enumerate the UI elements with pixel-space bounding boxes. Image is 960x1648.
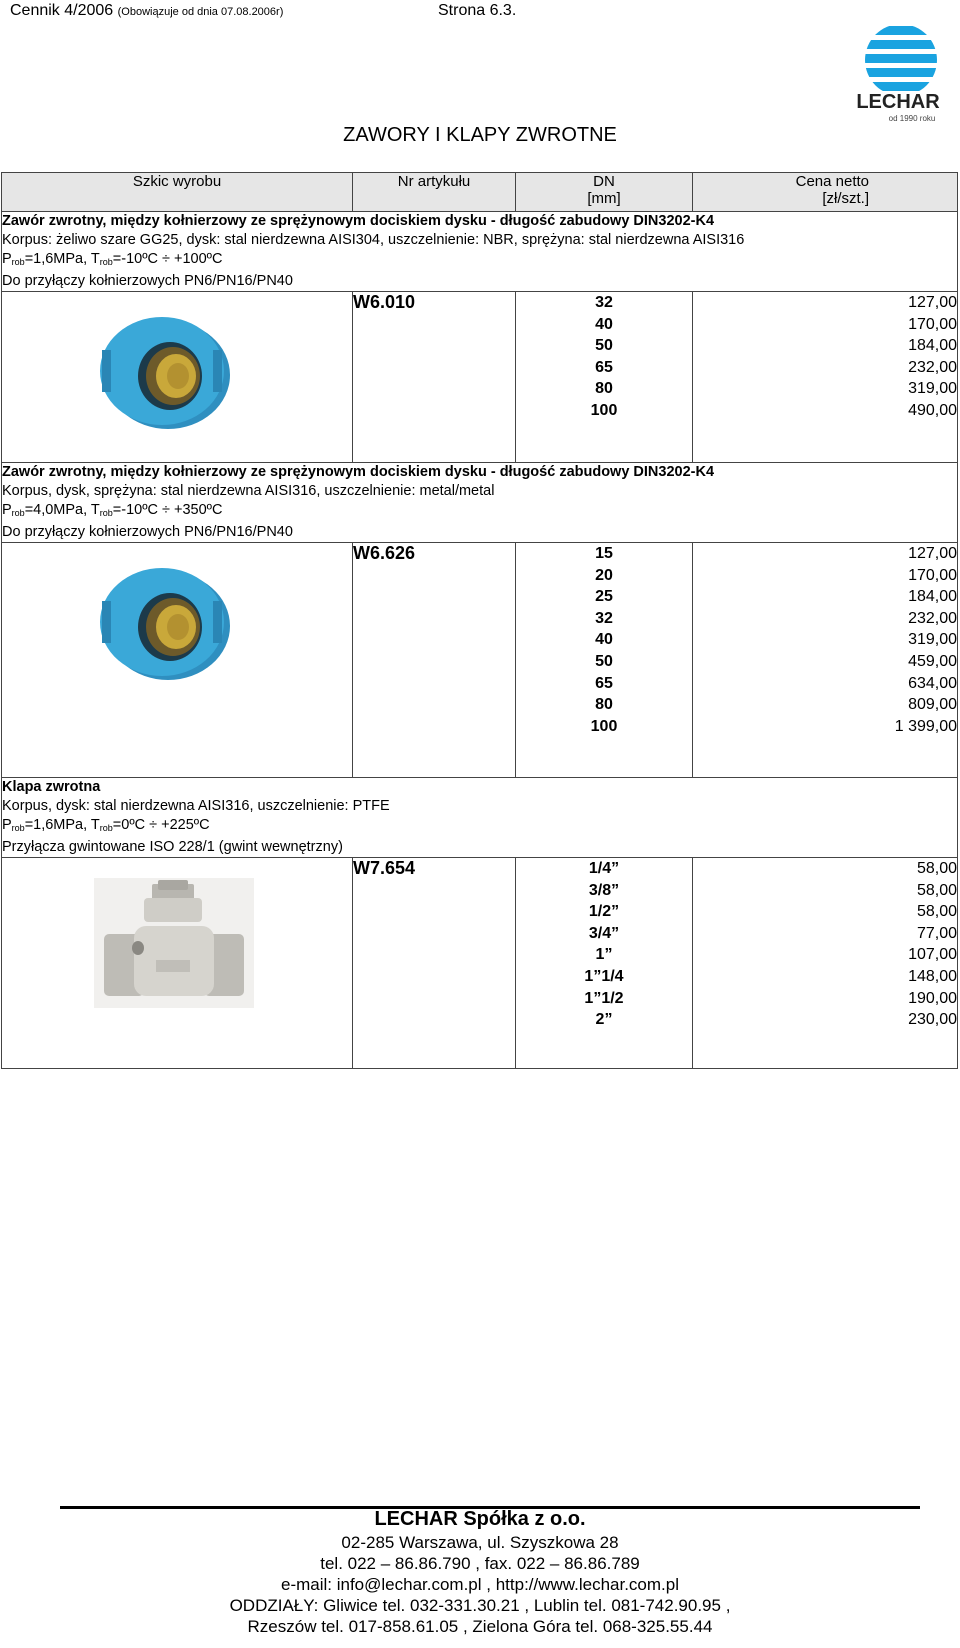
svg-text:od 1990 roku: od 1990 roku	[888, 114, 936, 123]
page-header	[10, 2, 517, 20]
company-phone: tel. 022 – 86.86.790 , fax. 022 – 86.86.789	[320, 1554, 640, 1573]
price-list: 127,00 170,00 184,00 232,00 319,00 490,00	[693, 292, 958, 463]
dn-list: 15 20 25 32 40 50 65 80 100	[516, 543, 693, 778]
article-number: W7.654	[353, 858, 516, 1069]
product-row	[2, 858, 958, 1069]
price-list: 58,00 58,00 58,00 77,00 107,00 148,00 190,00 230,00	[693, 858, 958, 1069]
section-title: Klapa zwrotna	[2, 779, 101, 795]
dn-list: 32 40 50 65 80 100	[516, 292, 693, 463]
product-sketch	[2, 858, 353, 1069]
validity-date: (Obowiązuje od dnia 07.08.2006r)	[117, 6, 284, 18]
company-name: LECHAR Spółka z o.o.	[374, 1508, 586, 1530]
lechar-logo	[845, 22, 951, 132]
section-description: Klapa zwrotna Korpus, dysk: stal nierdzewna AISI316, uszczelnienie: PTFE $P_{rob}=1,6MPa$, $T_{rob}=0ºC$ ÷ +225ºC Przyłącza gwintowane ISO 228/1 (gwint wewnętrzny)	[2, 778, 958, 858]
product-row	[2, 543, 958, 778]
catalog-name: Cennik 4/2006	[10, 2, 114, 19]
section-description: Zawór zwrotny, między kołnierzowy ze sprężynowym dociskiem dysku - długość zabudowy DIN3202-K4 Korpus, dysk, sprężyna: stal nierdzewna AISI316, uszczelnienie: metal/metal $P_{rob}=4,0MPa$, $T_{rob}=-10ºC$ ÷ +350ºC Do przyłączy kołnierzowych PN6/PN16/PN40	[2, 463, 958, 543]
page-footer	[0, 1506, 960, 1637]
header-sketch: Szkic wyrobu	[2, 173, 353, 212]
header-article: Nr artykułu	[353, 173, 516, 212]
branches-line-1: ODDZIAŁY: Gliwice tel. 032-331.30.21 , Lublin tel. 081-742.90.95 ,	[229, 1596, 731, 1615]
company-email: e-mail: info@lechar.com.pl , http://www.lechar.com.pl	[280, 1575, 680, 1594]
price-list: 127,00 170,00 184,00 232,00 319,00 459,00 634,00 809,00 1 399,00	[693, 543, 958, 778]
product-sketch	[2, 543, 353, 778]
section-title: Zawór zwrotny, między kołnierzowy ze sprężynowym dociskiem dysku - długość zabudowy DIN3202-K4	[2, 464, 715, 480]
page-number: Strona 6.3.	[438, 2, 517, 19]
wafer-check-valve-image	[98, 314, 234, 432]
section-description: Zawór zwrotny, między kołnierzowy ze sprężynowym dociskiem dysku - długość zabudowy DIN3202-K4 Korpus: żeliwo szare GG25, dysk: stal nierdzewna AISI304, uszczelnienie: NBR, sprężyna: stal nierdzewna AISI316 $P_{rob}=1,6MPa$, $T_{rob}=-10ºC$ ÷ +100ºC Do przyłączy kołnierzowych PN6/PN16/PN40	[2, 212, 958, 292]
section-title: Zawór zwrotny, między kołnierzowy ze sprężynowym dociskiem dysku - długość zabudowy DIN3202-K4	[2, 213, 715, 229]
article-number: W6.010	[353, 292, 516, 463]
header-price: Cena netto [zł/szt.]	[693, 173, 958, 212]
swing-check-valve-image	[94, 878, 254, 1008]
branches-line-2: Rzeszów tel. 017-858.61.05 , Zielona Góra tel. 068-325.55.44	[247, 1617, 713, 1636]
header-dn: DN [mm]	[516, 173, 693, 212]
company-address: 02-285 Warszawa, ul. Szyszkowa 28	[341, 1533, 619, 1552]
page-title: ZAWORY I KLAPY ZWROTNE	[343, 124, 617, 146]
article-number: W6.626	[353, 543, 516, 778]
price-table	[1, 172, 958, 1069]
table-header-row	[2, 173, 958, 212]
product-sketch	[2, 292, 353, 463]
dn-list: 1/4” 3/8” 1/2” 3/4” 1” 1”1/4 1”1/2 2”	[516, 858, 693, 1069]
product-row	[2, 292, 958, 463]
wafer-check-valve-image	[98, 565, 234, 683]
svg-text:LECHAR: LECHAR	[856, 91, 940, 113]
